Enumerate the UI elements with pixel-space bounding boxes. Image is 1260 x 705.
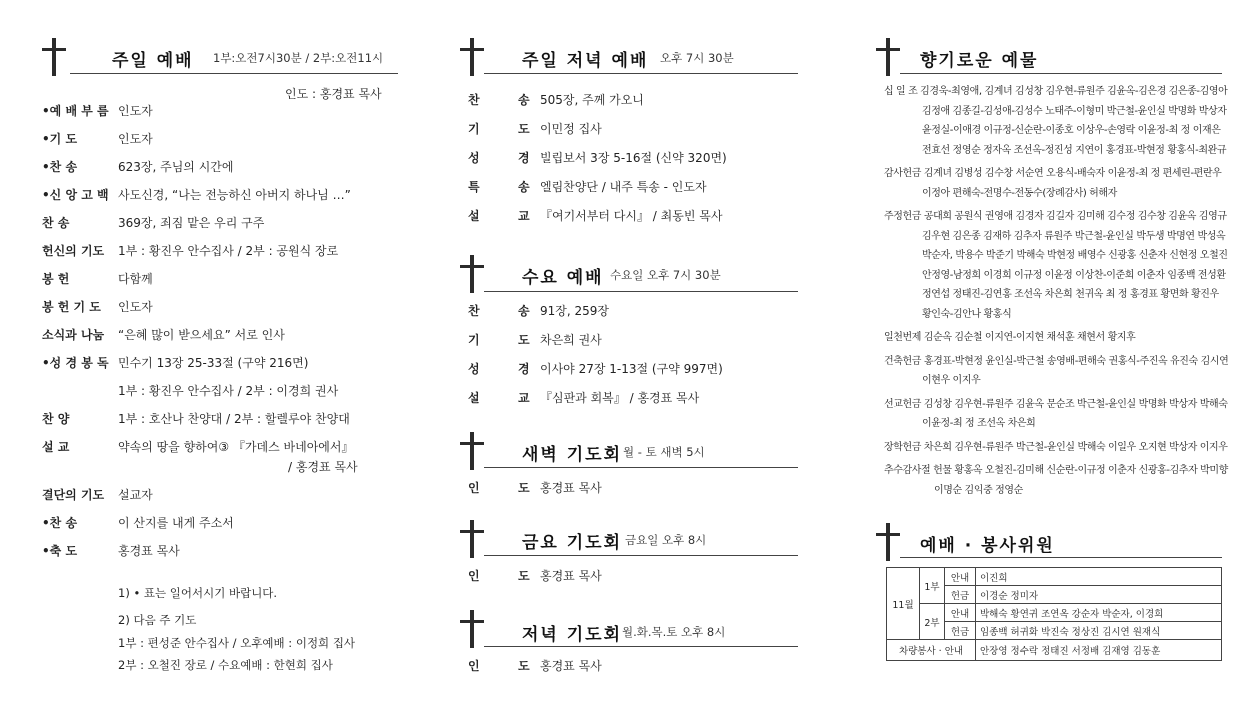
item-label: 도 <box>518 122 530 136</box>
names-cell: 이진희 <box>976 568 1222 586</box>
cross-icon <box>460 432 484 470</box>
item-value: 1부 : 황진우 안수집사 / 2부 : 이경희 권사 <box>118 384 339 398</box>
offering-line: 박순자, 박용수 박준기 박해숙 박현정 배영수 신광홍 신춘자 신현정 오철진 <box>922 250 1228 261</box>
item-label: 특 <box>468 180 480 194</box>
note: 2) 다음 주 기도 <box>118 613 197 627</box>
item-label: 설 교 <box>42 440 70 454</box>
section-title: 저녁 기도회 <box>522 625 623 645</box>
item-value: 다함께 <box>118 272 153 286</box>
item-label: 교 <box>518 391 530 405</box>
section-subtitle: 월 - 토 새벽 5시 <box>623 445 705 459</box>
item-value: 인도자 <box>118 300 153 314</box>
vehicle-names-cell: 안장영 정수락 정태진 서정배 김재영 김동훈 <box>976 640 1222 661</box>
item-label: 인 <box>468 481 480 495</box>
item-label: 송 <box>518 180 530 194</box>
item-value: 빌립보서 3장 5-16절 (신약 320면) <box>540 151 727 165</box>
divider <box>484 291 798 292</box>
item-label: 기 <box>468 333 480 347</box>
cross-icon <box>460 255 484 293</box>
divider <box>484 467 798 468</box>
offering-line: 윤정실-이애경 이규정-신순란-이종호 이상우-손영락 이윤정-최 정 이재은 <box>922 125 1221 136</box>
item-value: 약속의 땅을 향하여③ 『가데스 바네아에서』 <box>118 440 354 454</box>
offering-line: 이윤정-최 정 조선옥 차은희 <box>922 418 1036 429</box>
item-label: 설 <box>468 209 480 223</box>
service-leader: 인도 : 홍경표 목사 <box>285 87 382 101</box>
section-subtitle: 월.화.목.토 오후 8시 <box>622 625 726 639</box>
section-subtitle: 금요일 오후 8시 <box>625 533 707 547</box>
offering-line: 건축헌금 홍경표-박현정 윤인실-박근철 송영배-편해숙 권홍식-주진옥 유진숙 김시연 <box>884 355 1229 367</box>
item-label: 경 <box>518 362 530 376</box>
item-label: 헌신의 기도 <box>42 244 105 258</box>
item-value: 91장, 259장 <box>540 304 609 318</box>
section-title: 주일 저녁 예배 <box>522 51 649 71</box>
section-title: 주일 예배 <box>112 51 194 71</box>
item-label: 도 <box>518 569 530 583</box>
item-label: 소식과 나눔 <box>42 328 105 342</box>
cross-icon <box>876 523 900 561</box>
divider <box>900 557 1222 558</box>
cross-icon <box>460 520 484 558</box>
item-label: •찬 송 <box>42 160 78 174</box>
item-value: 505장, 주께 가오니 <box>540 93 644 107</box>
section-title: 향기로운 예물 <box>920 51 1039 71</box>
divider <box>484 73 798 74</box>
item-value: / 홍경표 목사 <box>288 460 358 474</box>
item-value: 『여기서부터 다시』 / 최동빈 목사 <box>540 209 723 223</box>
item-value: 홍경표 목사 <box>540 569 602 583</box>
item-label: 결단의 기도 <box>42 488 105 502</box>
item-value: 민수기 13장 25-33절 (구약 216면) <box>118 356 309 370</box>
section-subtitle: 1부:오전7시30분 / 2부:오전11시 <box>213 51 384 65</box>
divider <box>484 646 798 647</box>
item-label: 찬 <box>468 304 480 318</box>
item-value: 『심판과 회복』 / 홍경표 목사 <box>540 391 700 405</box>
item-label: •예 배 부 름 <box>42 104 109 118</box>
part-cell: 1부 <box>920 568 945 604</box>
item-label: 송 <box>518 304 530 318</box>
item-label: 경 <box>518 151 530 165</box>
cross-icon <box>460 610 484 648</box>
item-value: 623장, 주님의 시간에 <box>118 160 234 174</box>
section-subtitle: 오후 7시 30분 <box>660 51 734 65</box>
item-label: 성 <box>468 362 480 376</box>
offering-line: 황인숙-김안나 황홍식 <box>922 308 1012 320</box>
note: 1) • 표는 일어서시기 바랍니다. <box>118 586 278 600</box>
item-label: 인 <box>468 569 480 583</box>
item-label: •기 도 <box>42 132 78 146</box>
divider <box>900 73 1222 74</box>
item-value: 1부 : 호산나 찬양대 / 2부 : 할렐루야 찬양대 <box>118 412 350 426</box>
offering-line: 이명순 김익중 정영순 <box>934 484 1023 496</box>
note: 1부 : 편성준 안수집사 / 오후예배 : 이정희 집사 <box>118 636 356 650</box>
item-value: 1부 : 황진우 안수집사 / 2부 : 공원식 장로 <box>118 244 339 258</box>
item-label: 기 <box>468 122 480 136</box>
item-value: 이 산지를 내게 주소서 <box>118 516 234 530</box>
offering-line: 감사헌금 김계녀 김병성 김수창 서순연 오용식-배숙자 이윤정-최 정 편세린-편란우 <box>884 168 1222 179</box>
offering-line: 장학헌금 차은희 김우현-류원주 박근철-윤인실 박해숙 이일우 오지현 박상자 이지우 <box>884 441 1228 453</box>
section-title: 예배 · 봉사위원 <box>920 536 1055 556</box>
vehicle-label-cell: 차량봉사 · 안내 <box>887 640 976 661</box>
role-cell: 안내 <box>945 604 976 622</box>
offering-list <box>884 82 1228 500</box>
item-label: 봉 헌 기 도 <box>42 300 101 314</box>
offering-line: 선교헌금 김성창 김우현-류원주 김윤옥 문순조 박근철-윤인실 박명화 박상자 박해숙 <box>884 398 1228 410</box>
offering-line: 이정아 편해숙-전명수-전동수(장례감사) 허해자 <box>922 187 1117 199</box>
cross-icon <box>876 38 900 76</box>
section-title: 금요 기도회 <box>522 533 623 553</box>
item-label: 찬 송 <box>42 216 70 230</box>
item-value: 엘림찬양단 / 내주 특송 - 인도자 <box>540 180 707 194</box>
role-cell: 헌금 <box>945 622 976 640</box>
offering-line: 일천번제 김순옥 김순철 이지연-이지현 채석훈 채현서 황지후 <box>884 332 1136 343</box>
role-cell: 헌금 <box>945 586 976 604</box>
item-value: 369장, 죄짐 맡은 우리 구주 <box>118 216 265 230</box>
offering-line: 전효선 정영순 정자옥 조선옥-정진성 지연이 홍경표-박현정 황홍식-최완규 <box>922 144 1227 156</box>
offering-line: 안정영-남정희 이경희 이규정 이윤정 이상찬-이준희 이춘자 임종백 전성환 <box>922 269 1226 281</box>
item-value: “은혜 많이 받으세요” 서로 인사 <box>118 328 285 342</box>
divider <box>484 555 798 556</box>
item-value: 사도신경, “나는 전능하신 아버지 하나님 …” <box>118 188 351 202</box>
item-value: 이사야 27장 1-13절 (구약 997면) <box>540 362 723 376</box>
offering-line: 김우현 김은종 김재하 김추자 류원주 박근철-윤인실 박두생 박명연 박성옥 <box>922 230 1226 242</box>
item-label: 성 <box>468 151 480 165</box>
item-label: 봉 헌 <box>42 272 70 286</box>
item-label: 설 <box>468 391 480 405</box>
item-value: 설교자 <box>118 488 153 502</box>
item-label: •찬 송 <box>42 516 78 530</box>
section-subtitle: 수요일 오후 7시 30분 <box>610 268 721 282</box>
offering-line: 주정헌금 공대희 공원식 권영애 김경자 김길자 김미해 김수정 김수창 김윤옥 김영규 <box>884 211 1227 222</box>
offering-line: 추수감사절 헌물 황홍옥 오철진-김미해 신순란-이규정 이춘자 신광홍-김추자 박미향 <box>884 465 1228 476</box>
item-label: •축 도 <box>42 544 78 558</box>
item-label: •신 앙 고 백 <box>42 188 109 202</box>
month-cell: 11월 <box>887 568 920 640</box>
names-cell: 임종백 허귀화 박진숙 정상진 김시연 원재식 <box>976 622 1222 640</box>
section-title: 새벽 기도회 <box>522 445 623 465</box>
item-value: 홍경표 목사 <box>118 544 180 558</box>
item-value: 이민정 집사 <box>540 122 602 136</box>
offering-line: 김정애 김종길-김성애-김성수 노태주-이형미 박근철-윤인실 박명화 박상자 <box>922 105 1227 117</box>
item-label: •성 경 봉 독 <box>42 356 109 370</box>
part-cell: 2부 <box>920 604 945 640</box>
offering-line: 이현우 이지우 <box>922 375 981 386</box>
item-label: 인 <box>468 659 480 673</box>
role-cell: 안내 <box>945 568 976 586</box>
item-value: 차은희 권사 <box>540 333 602 347</box>
names-cell: 이경순 정미자 <box>976 586 1222 604</box>
cross-icon <box>42 38 66 76</box>
item-label: 도 <box>518 333 530 347</box>
offering-line: 정연섭 정태진-김연홍 조선옥 차은희 천귀옥 최 정 홍경표 황면화 황진우 <box>922 289 1219 300</box>
item-value: 인도자 <box>118 104 153 118</box>
names-cell: 박해숙 황연귀 조연옥 강순자 박순자, 이경희 <box>976 604 1222 622</box>
item-label: 찬 양 <box>42 412 70 426</box>
item-label: 송 <box>518 93 530 107</box>
item-label: 도 <box>518 481 530 495</box>
divider <box>70 73 398 74</box>
servants-table <box>886 567 1222 661</box>
item-value: 인도자 <box>118 132 153 146</box>
offering-line: 십 일 조 김경욱-최영애, 김계녀 김성창 김우현-류원주 김윤옥-김은경 김은종-김영아 <box>884 86 1228 97</box>
note: 2부 : 오철진 장로 / 수요예배 : 한현희 집사 <box>118 658 333 672</box>
item-value: 홍경표 목사 <box>540 481 602 495</box>
item-label: 찬 <box>468 93 480 107</box>
item-label: 교 <box>518 209 530 223</box>
cross-icon <box>460 38 484 76</box>
item-value: 홍경표 목사 <box>540 659 602 673</box>
item-label: 도 <box>518 659 530 673</box>
section-title: 수요 예배 <box>522 268 604 288</box>
